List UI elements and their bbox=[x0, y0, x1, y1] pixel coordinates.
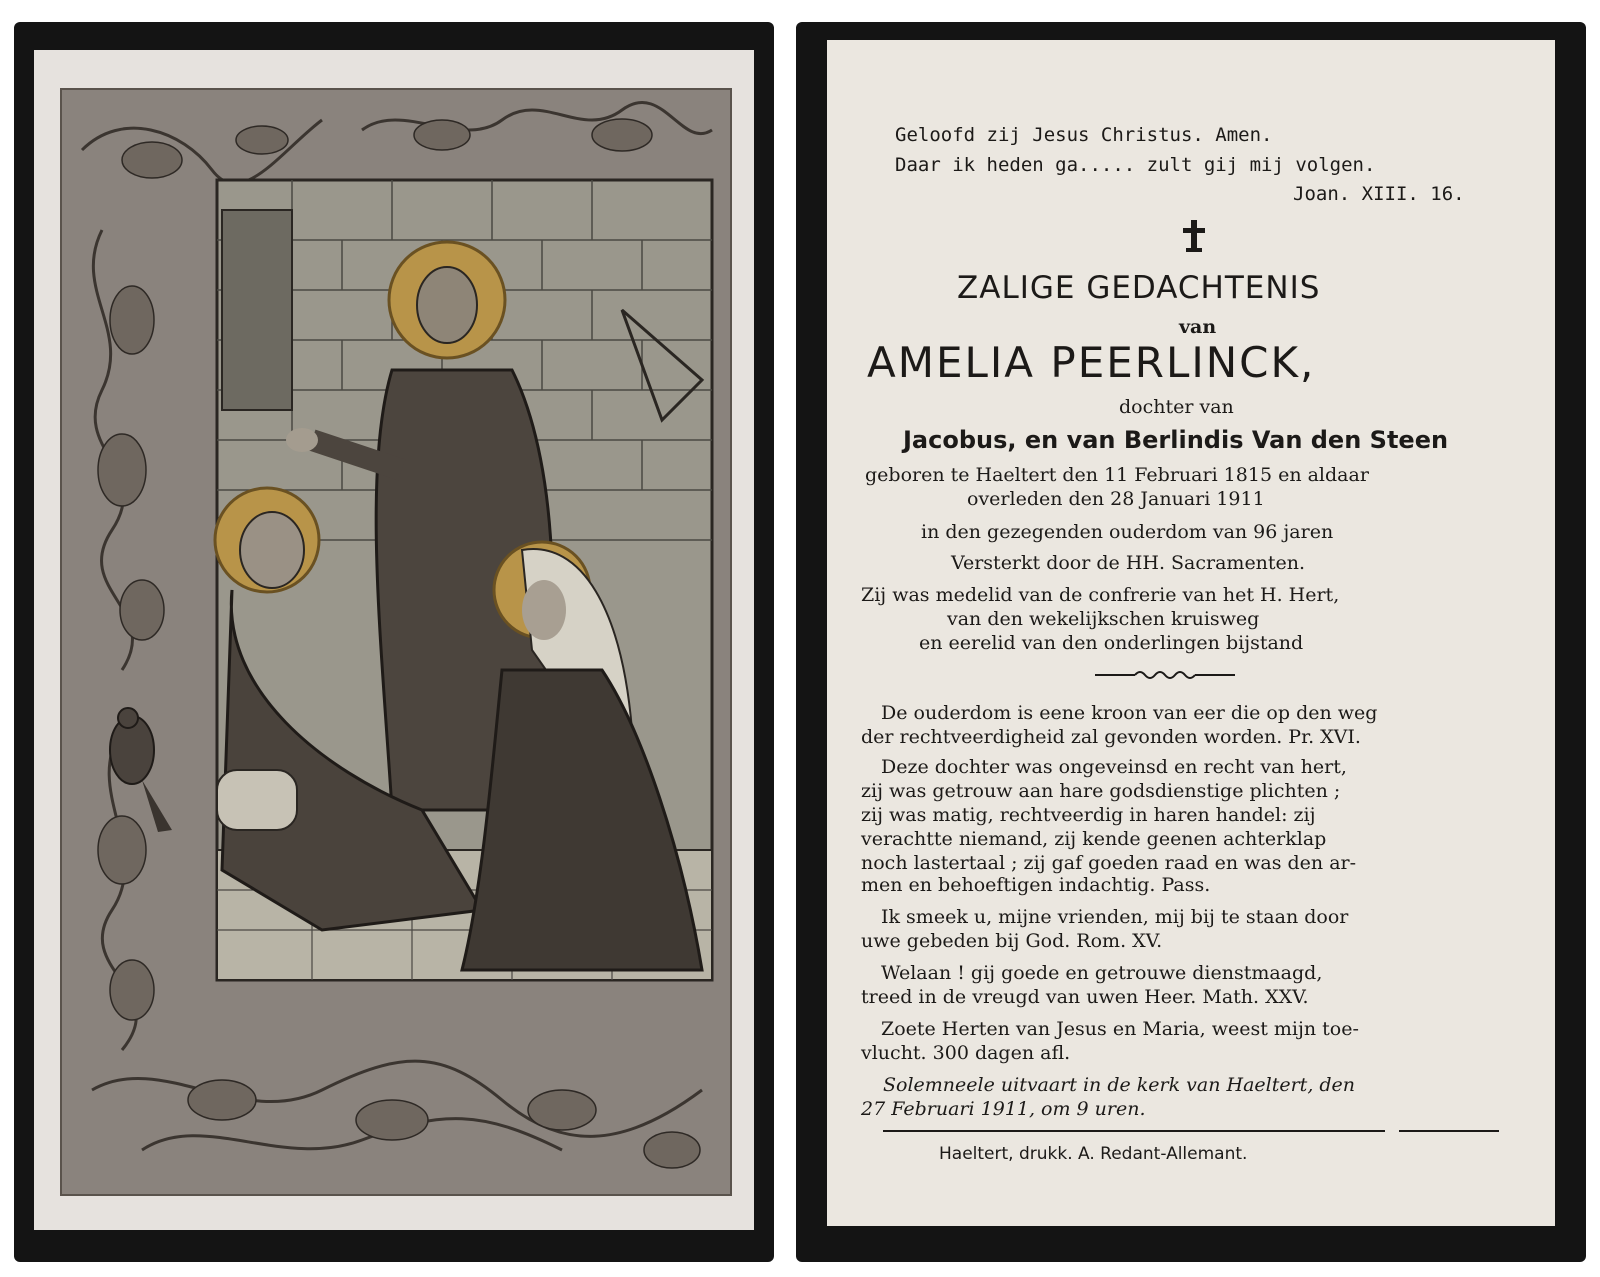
cross-icon bbox=[1181, 218, 1207, 254]
verse-line-7: noch lastertaal ; zij gaf goeden raad en was den ar- bbox=[861, 852, 1357, 874]
verse-line-1: De ouderdom is eene kroon van eer die op den weg bbox=[881, 702, 1378, 724]
footer-rule-left bbox=[883, 1130, 1385, 1132]
right-card bbox=[796, 22, 1586, 1262]
epigraph-line-1: Geloofd zij Jesus Christus. Amen. bbox=[895, 124, 1273, 146]
life-line-3: in den gezegenden ouderdom van 96 jaren bbox=[921, 521, 1334, 543]
verse-line-14: vlucht. 300 dagen afl. bbox=[861, 1042, 1071, 1064]
divider-ornament bbox=[1095, 668, 1235, 682]
epigraph-line-2: Daar ik heden ga..... zult gij mij volgen. bbox=[895, 154, 1376, 176]
verse-line-4: zij was getrouw aan hare godsdienstige plichten ; bbox=[861, 780, 1341, 802]
verse-line-11: Welaan ! gij goede en getrouwe dienstmaagd, bbox=[881, 962, 1323, 984]
epigraph-reference: Joan. XIII. 16. bbox=[1293, 183, 1465, 205]
verse-line-8: men en behoeftigen indachtig. Pass. bbox=[861, 874, 1211, 896]
verse-line-3: Deze dochter was ongeveinsd en recht van hert, bbox=[881, 756, 1347, 778]
dochter-van-label: dochter van bbox=[1119, 396, 1234, 418]
life-line-4: Versterkt door de HH. Sacramenten. bbox=[951, 552, 1306, 574]
printer-credit: Haeltert, drukk. A. Redant-Allemant. bbox=[939, 1144, 1248, 1164]
life-line-1: geboren te Haeltert den 11 Februari 1815 en aldaar bbox=[865, 464, 1369, 486]
deceased-name: AMELIA PEERLINCK, bbox=[867, 338, 1316, 387]
verse-line-13: Zoete Herten van Jesus en Maria, weest mijn toe- bbox=[881, 1018, 1359, 1040]
funeral-line-2: 27 Februari 1911, om 9 uren. bbox=[861, 1098, 1146, 1120]
left-card bbox=[14, 22, 774, 1262]
life-line-7: en eerelid van den onderlingen bijstand bbox=[919, 632, 1304, 654]
holy-family-engraving bbox=[60, 88, 732, 1196]
verse-line-9: Ik smeek u, mijne vrienden, mij bij te staan door bbox=[881, 906, 1349, 928]
verse-line-6: verachtte niemand, zij kende geenen achterklap bbox=[861, 828, 1327, 850]
verse-line-12: treed in de vreugd van uwen Heer. Math. XXV. bbox=[861, 986, 1309, 1008]
life-line-2: overleden den 28 Januari 1911 bbox=[967, 488, 1265, 510]
memorial-text-panel bbox=[827, 40, 1555, 1226]
left-card-paper bbox=[34, 50, 754, 1230]
engraving-illustration bbox=[62, 90, 730, 1194]
verse-line-2: der rechtveerdigheid zal gevonden worden. Pr. XVI. bbox=[861, 726, 1361, 748]
life-line-5: Zij was medelid van de confrerie van het H. Hert, bbox=[861, 584, 1340, 606]
parents-names: Jacobus, en van Berlindis Van den Steen bbox=[903, 426, 1449, 454]
memorial-heading: ZALIGE GEDACHTENIS bbox=[957, 270, 1321, 306]
verse-line-5: zij was matig, rechtveerdig in haren handel: zij bbox=[861, 804, 1316, 826]
van-label: van bbox=[1179, 316, 1217, 338]
funeral-line-1: Solemneele uitvaart in de kerk van Haeltert, den bbox=[883, 1074, 1356, 1096]
footer-rule-right bbox=[1399, 1130, 1499, 1132]
life-line-6: van den wekelijkschen kruisweg bbox=[947, 608, 1260, 630]
verse-line-10: uwe gebeden bij God. Rom. XV. bbox=[861, 930, 1163, 952]
